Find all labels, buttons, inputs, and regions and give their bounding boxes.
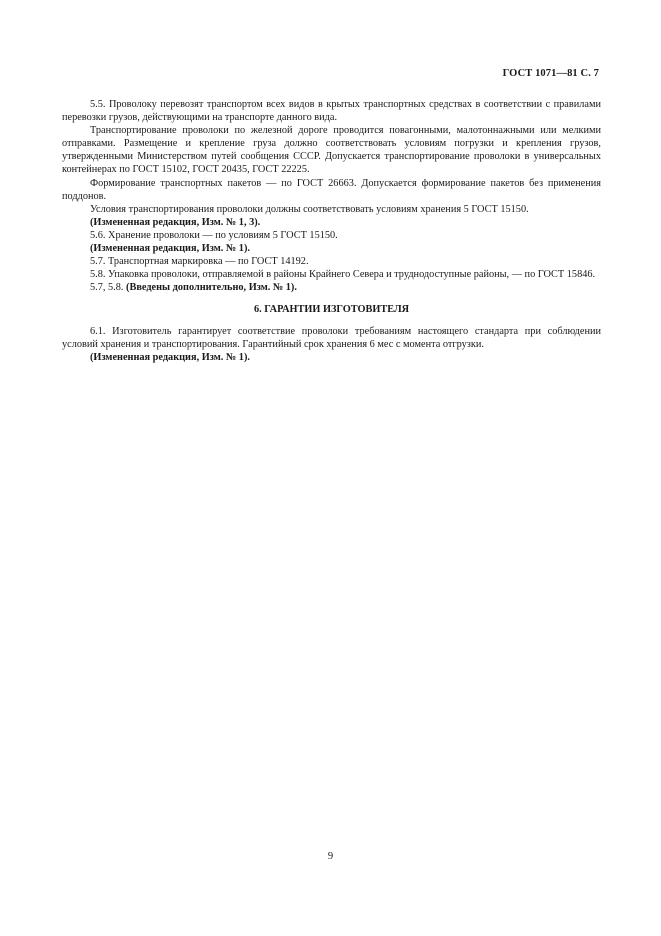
paragraph-conditions: Условия транспортирования проволоки должны соответствовать условиям хранения 5 ГОСТ 15150. bbox=[90, 203, 529, 215]
amendment-note-2: (Измененная редакция, Изм. № 1). bbox=[90, 243, 250, 255]
section-title: 6. ГАРАНТИИ ИЗГОТОВИТЕЛЯ bbox=[253, 304, 410, 316]
amendment-note-4: (Измененная редакция, Изм. № 1). bbox=[90, 351, 250, 363]
paragraph-6-1: 6.1. Изготовитель гарантирует соответствие проволоки требованиям настоящего стандарта при соблюдении условий хранения и транспортирования. Гарантийный срок хранения 6 мес с момента отгрузки. bbox=[62, 325, 601, 350]
page-header: ГОСТ 1071—81 С. 7 bbox=[502, 68, 599, 79]
paragraph-5-5: 5.5. Проволоку перевозят транспортом всех видов в крытых транспортных средствах в соответствии с правилами перевозки грузов, действующими на транспорте данного вида. bbox=[62, 99, 601, 124]
paragraph-rail-transport: Транспортирование проволоки по железной дороге проводится повагонными, малотоннажными или мелкими отправками. Размещение и крепление груза должно соответствовать условиям погрузки и крепления грузов, утвержденными Министерством путей сообщения СССР. Допускается транспортирование проволоки в универсальных контейнерах по ГОСТ 15102, ГОСТ 20435, ГОСТ 22225. bbox=[62, 125, 601, 176]
amendment-note-3 bbox=[62, 281, 601, 294]
page-number: 9 bbox=[327, 851, 334, 862]
paragraph-packages: Формирование транспортных пакетов — по ГОСТ 26663. Допускается формирование пакетов без применения поддонов. bbox=[62, 177, 601, 202]
paragraph-5-8: 5.8. Упаковка проволоки, отправляемой в районы Крайнего Севера и труднодоступные районы, — по ГОСТ 15846. bbox=[90, 269, 596, 281]
paragraph-5-6: 5.6. Хранение проволоки — по условиям 5 ГОСТ 15150. bbox=[90, 229, 338, 241]
document-body bbox=[62, 98, 601, 364]
amendment-prefix: 5.7, 5.8. bbox=[90, 282, 124, 294]
paragraph-5-7: 5.7. Транспортная маркировка — по ГОСТ 14192. bbox=[90, 256, 309, 268]
amendment-bold: (Введены дополнительно, Изм. № 1). bbox=[126, 282, 297, 294]
amendment-note-1: (Измененная редакция, Изм. № 1, 3). bbox=[90, 216, 261, 228]
